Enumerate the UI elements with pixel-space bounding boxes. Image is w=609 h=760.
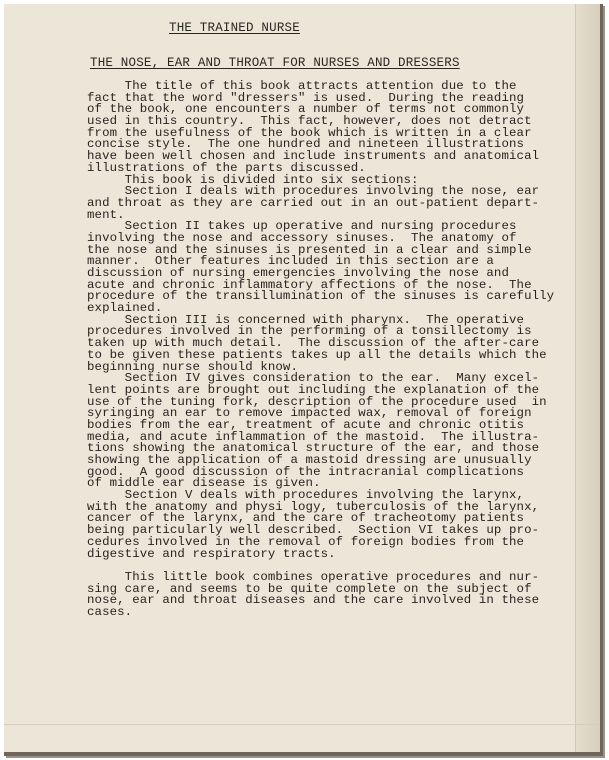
text-line: cedures involved in the removal of foreign bodies from the — [87, 534, 525, 549]
text-line: Section III is concerned with pharynx. The operative — [87, 312, 525, 327]
text-line: procedure of the transillumination of the sinuses is carefully — [87, 289, 555, 304]
page-edge — [575, 4, 600, 752]
text-line: and throat as they are carried out in an out-patient depart- — [87, 195, 540, 210]
text-line: the nose and the sinuses is presented in a clear and simple — [87, 242, 532, 257]
text-line: concise style. The one hundred and nineteen illustrations — [87, 137, 525, 152]
text-line: media, and acute inflammation of the mastoid. The illustra- — [87, 429, 540, 444]
text-line: This little book combines operative procedures and nur- — [87, 569, 540, 584]
text-line: explained. — [87, 301, 163, 316]
text-line: Section V deals with procedures involving the larynx, — [87, 488, 525, 503]
text-line: cases. — [87, 604, 133, 619]
text-line: being particularly well described. Section VI takes up pro- — [87, 523, 540, 538]
text-line: nose, ear and throat diseases and the care involved in these — [87, 593, 540, 608]
text-line: of the book, one encounters a number of terms not commonly — [87, 102, 525, 117]
text-line: with the anatomy and physi logy, tuberculosis of the larynx, — [87, 499, 540, 514]
text-line: digestive and respiratory tracts. — [87, 546, 336, 561]
text-line: Section II takes up operative and nursing procedures — [87, 219, 517, 234]
text-line: The title of this book attracts attention due to the — [87, 79, 517, 93]
text-line: showing the application of a mastoid dressing are unusually — [87, 453, 532, 467]
text-line: manner. Other features included in this section are a — [87, 254, 494, 269]
running-header: THE TRAINED NURSE — [169, 21, 300, 35]
text-line: have been well chosen and include instruments and anatomical — [87, 149, 540, 164]
text-line: bodies from the ear, treatment of acute and chronic otitis — [87, 417, 525, 432]
text-line: to be given these patients takes up all the details which the — [87, 347, 547, 362]
text-line: Section I deals with procedures involving the nose, ear — [87, 184, 540, 199]
text-line: used in this country. This fact, however, does not detract — [87, 114, 532, 129]
text-line: This book is divided into six sections: — [87, 172, 419, 187]
text-line: procedures involved in the performing of a tonsillectomy is — [87, 324, 532, 339]
text-line: illustrations of the parts discussed. — [87, 160, 366, 175]
text-line: acute and chronic inflammatory affections of the nose. The — [87, 277, 532, 292]
text-line: involving the nose and accessory sinuses. The anatomy of — [87, 230, 517, 245]
text-line: fact that the word "dressers" is used. During the reading — [87, 90, 525, 105]
text-line: use of the tuning fork, description of the procedure used in — [87, 394, 547, 409]
review-title: THE NOSE, EAR AND THROAT FOR NURSES AND DRESSERS — [90, 56, 460, 70]
text-line: discussion of nursing emergencies involving the nose and — [87, 266, 509, 280]
text-line: lent points are brought out including the explanation of the — [87, 382, 540, 397]
text-line: syringing an ear to remove impacted wax, removal of foreign — [87, 406, 532, 421]
text-line: ment. — [87, 207, 125, 222]
typed-page — [4, 4, 603, 756]
text-line: sing care, and seems to be quite complete on the subject of — [87, 581, 532, 596]
text-line: cancer of the larynx, and the care of tracheotomy patients — [87, 511, 525, 526]
text-line: good. A good discussion of the intracranial complications — [87, 464, 525, 479]
text-line: taken up with much detail. The discussion of the after-care — [87, 336, 540, 351]
text-line: tions showing the anatomical structure of the ear, and those — [87, 441, 540, 456]
text-line: beginning nurse should know. — [87, 359, 298, 374]
text-line: from the usefulness of the book which is written in a clear — [87, 125, 532, 140]
text-line: of middle ear disease is given. — [87, 476, 321, 491]
review-body — [87, 81, 557, 619]
text-line: Section IV gives consideration to the ear. Many excel- — [87, 371, 540, 386]
page-crease — [4, 724, 600, 725]
